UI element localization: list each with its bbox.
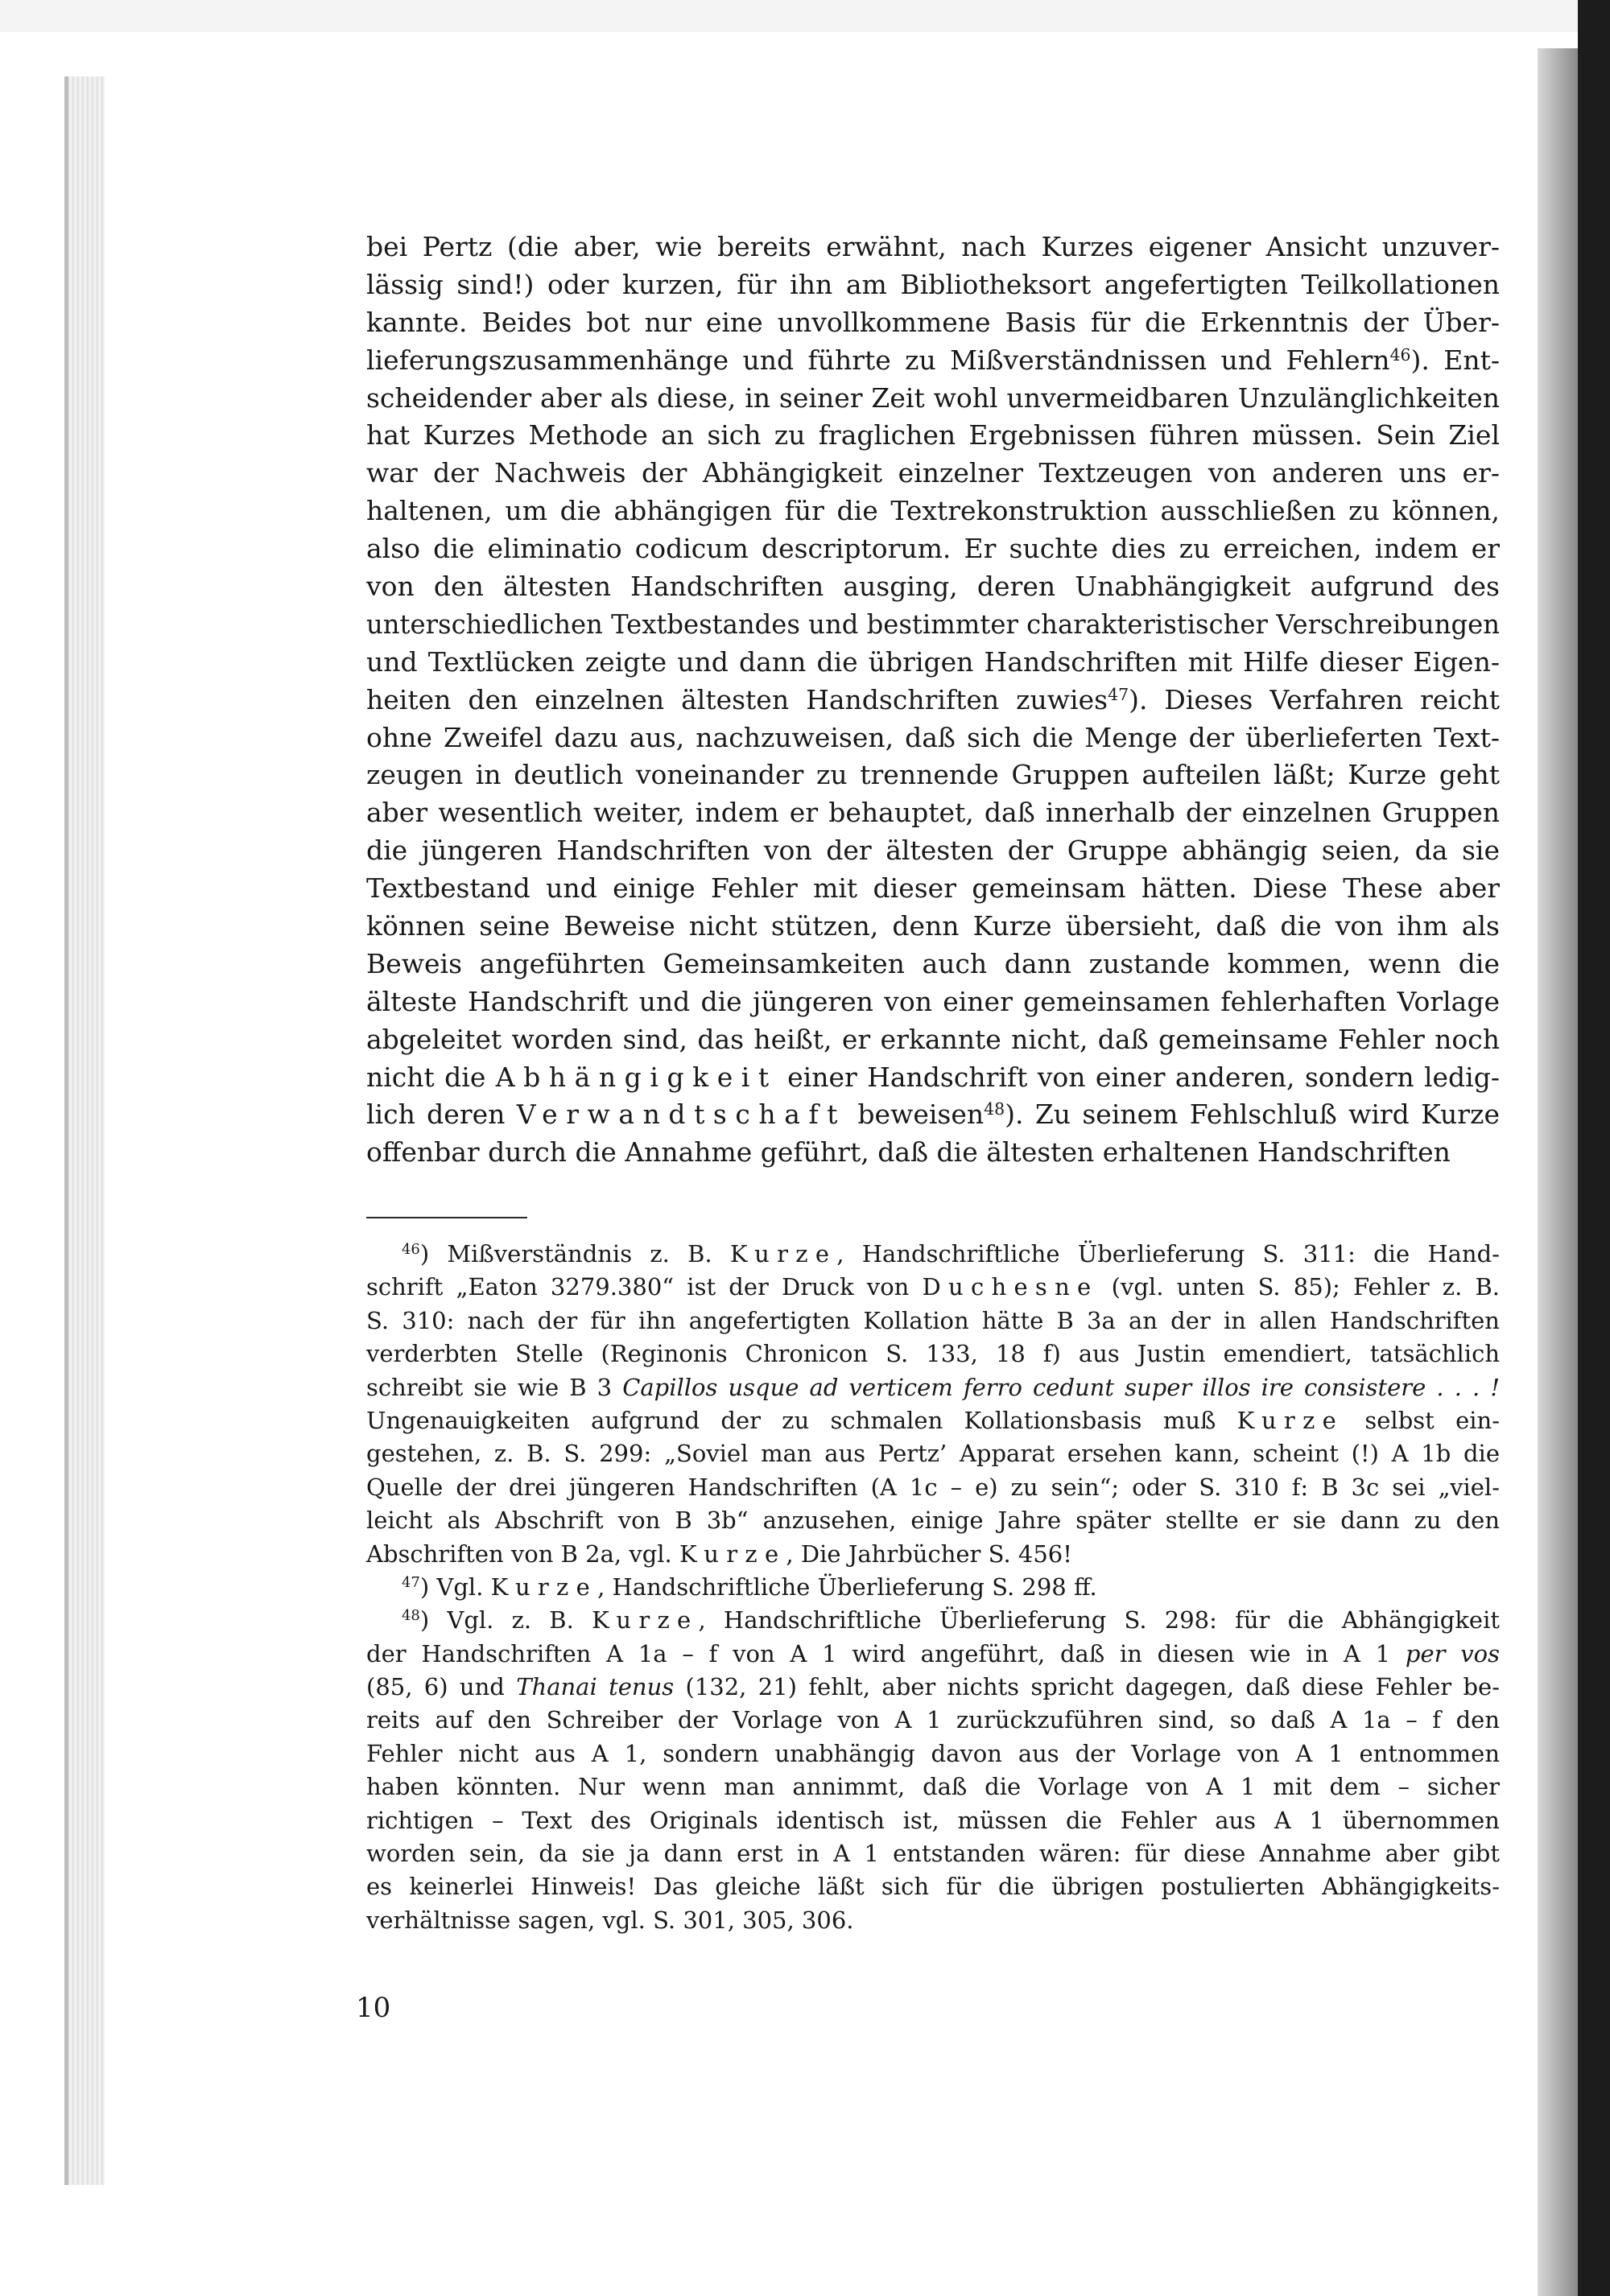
footnote-46-line: Quelle der drei jüngeren Handschriften (A 1c – e) zu sein“; oder S. 310 f: B 3c sei „viel-: [366, 1473, 1500, 1501]
footnote-separator: [366, 1217, 527, 1218]
body-line: also die eliminatio codicum descriptorum. Er suchte dies zu erreichen, indem er: [366, 533, 1500, 565]
body-line: älteste Handschrift und die jüngeren von einer gemeinsamen fehlerhaften Vorlage: [366, 985, 1500, 1017]
footnote-ref-47: 47: [1108, 684, 1129, 704]
body-line: können seine Beweise nicht stützen, denn Kurze übersieht, daß die von ihm als: [366, 910, 1500, 942]
page-stack-edge: [68, 76, 105, 2185]
body-text: [366, 229, 1500, 1172]
page-number: 10: [356, 1992, 391, 2024]
footnote-48-line: verhältnisse sagen, vgl. S. 301, 305, 306.: [366, 1906, 854, 1934]
scan-border-top: [0, 0, 1610, 32]
footnote-46-line: $^{46}$) Mißverständnis z. B. Kurze, Handschriftliche Überlieferung S. 311: die Hand-: [402, 1240, 1500, 1268]
body-line: scheidender aber als diese, in seiner Zeit wohl unvermeidbaren Unzulänglichkeiten: [366, 381, 1500, 414]
emphasis-spaced: Abhängigkeit: [495, 1061, 778, 1093]
body-line: Textbestand und einige Fehler mit dieser gemeinsam hätten. Diese These aber: [366, 872, 1500, 905]
body-line: bei Pertz (die aber, wie bereits erwähnt, nach Kurzes eigener Ansicht unzuver-: [366, 231, 1500, 262]
footnote-48-line: reits auf den Schreiber der Vorlage von A 1 zurückzuführen sind, so daß A 1a – f den: [366, 1706, 1500, 1734]
footnotes: [366, 1238, 1500, 1937]
footnote-48-line: worden sein, da sie ja dann erst in A 1 entstanden wären: für diese Annahme aber gibt: [366, 1840, 1500, 1868]
scan-border-right: [1578, 0, 1610, 2296]
footnote-48-line: es keinerlei Hinweis! Das gleiche läßt sich für die übrigen postulierten Abhängigkeits-: [366, 1873, 1500, 1901]
footnote-ref-46: 46: [1389, 344, 1411, 365]
body-line: abgeleitet worden sind, das heißt, er erkannte nicht, daß gemeinsame Fehler noch: [366, 1023, 1500, 1055]
emphasis-spaced: Verwandtschaft: [516, 1099, 847, 1131]
body-line: lich deren Verwandtschaft beweisen$^{48}$). Zu seinem Fehlschluß wird Kurze: [366, 1099, 1500, 1131]
footnote-48-line: Fehler nicht aus A 1, sondern unabhängig davon aus der Vorlage von A 1 entnommen: [366, 1739, 1500, 1767]
footnote-48-line: haben könnten. Nur wenn man annimmt, daß die Vorlage von A 1 mit dem – sicher: [366, 1773, 1500, 1801]
body-line: offenbar durch die Annahme geführt, daß die ältesten erhaltenen Handschriften: [366, 1136, 1451, 1169]
body-line: unterschiedlichen Textbestandes und bestimmter charakteristischer Verschreibungen: [366, 608, 1500, 640]
footnote-ref-48: 48: [984, 1099, 1005, 1119]
footnote-46-line: Ungenauigkeiten aufgrund der zu schmalen Kollationsbasis muß Kurze selbst ein-: [366, 1406, 1500, 1434]
footnote-46-line: gestehen, z. B. S. 299: „Soviel man aus Pertz’ Apparat ersehen kann, scheint (!) A 1b die: [366, 1440, 1500, 1468]
footnote-46-line: Abschriften von B 2a, vgl. Kurze, Die Jahrbücher S. 456!: [366, 1540, 1072, 1568]
footnote-46-line: schrift „Eaton 3279.380“ ist der Druck von Duchesne (vgl. unten S. 85); Fehler z. B.: [366, 1273, 1500, 1301]
footnote-46-line: leicht als Abschrift von B 3b“ anzusehen, einige Jahre später stellte er sie dann zu den: [366, 1507, 1500, 1535]
body-line: hat Kurzes Methode an sich zu fraglichen Ergebnissen führen müssen. Sein Ziel: [366, 419, 1500, 451]
body-line: Beweis angeführten Gemeinsamkeiten auch dann zustande kommen, wenn die: [366, 947, 1500, 979]
body-line: zeugen in deutlich voneinander zu trennende Gruppen aufteilen läßt; Kurze geht: [366, 759, 1500, 791]
footnote-48-line: der Handschriften A 1a – f von A 1 wird angeführt, daß in diesen wie in A 1 per vos: [366, 1639, 1500, 1667]
footnote-47-line: $^{47}$) Vgl. Kurze, Handschriftliche Überlieferung S. 298 ff.: [402, 1573, 1097, 1601]
body-line: heiten den einzelnen ältesten Handschriften zuwies$^{47}$). Dieses Verfahren reicht: [366, 683, 1501, 715]
footnote-46-line: verderbten Stelle (Reginonis Chronicon S. 133, 18 f) aus Justin emendiert, tatsächlich: [366, 1340, 1500, 1368]
footnote-48-line: $^{48}$) Vgl. z. B. Kurze, Handschriftliche Überlieferung S. 298: für die Abhängigkeit: [402, 1606, 1501, 1634]
body-line: nicht die Abhängigkeit einer Handschrift von einer anderen, sondern ledig-: [366, 1061, 1500, 1093]
body-line: lieferungszusammenhänge und führte zu Mißverständnissen und Fehlern$^{46}$). Ent-: [366, 344, 1500, 376]
body-line: lässig sind!) oder kurzen, für ihn am Bibliotheksort angefertigten Teilkollationen: [366, 268, 1500, 300]
footnote-48-line: (85, 6) und Thanai tenus (132, 21) fehlt, aber nichts spricht dagegen, daß diese Fehler be-: [366, 1673, 1500, 1701]
body-line: ohne Zweifel dazu aus, nachzuweisen, daß sich die Menge der überlieferten Text-: [366, 721, 1500, 753]
body-line: war der Nachweis der Abhängigkeit einzelner Textzeugen von anderen uns er-: [366, 457, 1500, 489]
footnote-46-line: schreibt sie wie B 3 Capillos usque ad verticem ferro cedunt super illos ire consistere . . . !: [366, 1373, 1501, 1401]
footnote-48-line: richtigen – Text des Originals identisch ist, müssen die Fehler aus A 1 übernommen: [366, 1806, 1500, 1834]
body-line: kannte. Beides bot nur eine unvollkommene Basis für die Erkenntnis der Über-: [366, 306, 1500, 338]
body-line: haltenen, um die abhängigen für die Textrekonstruktion ausschließen zu können,: [366, 495, 1500, 527]
body-line: aber wesentlich weiter, indem er behauptet, daß innerhalb der einzelnen Gruppen: [366, 797, 1500, 829]
footnote-46-line: S. 310: nach der für ihn angefertigten Kollation hätte B 3a an der in allen Handschriften: [366, 1306, 1500, 1334]
body-line: und Textlücken zeigte und dann die übrigen Handschriften mit Hilfe dieser Eigen-: [366, 645, 1500, 678]
book-spine-shadow: [1538, 48, 1578, 2296]
body-line: von den ältesten Handschriften ausging, deren Unabhängigkeit aufgrund des: [366, 571, 1500, 603]
body-line: die jüngeren Handschriften von der ältesten der Gruppe abhängig seien, da sie: [366, 835, 1500, 867]
